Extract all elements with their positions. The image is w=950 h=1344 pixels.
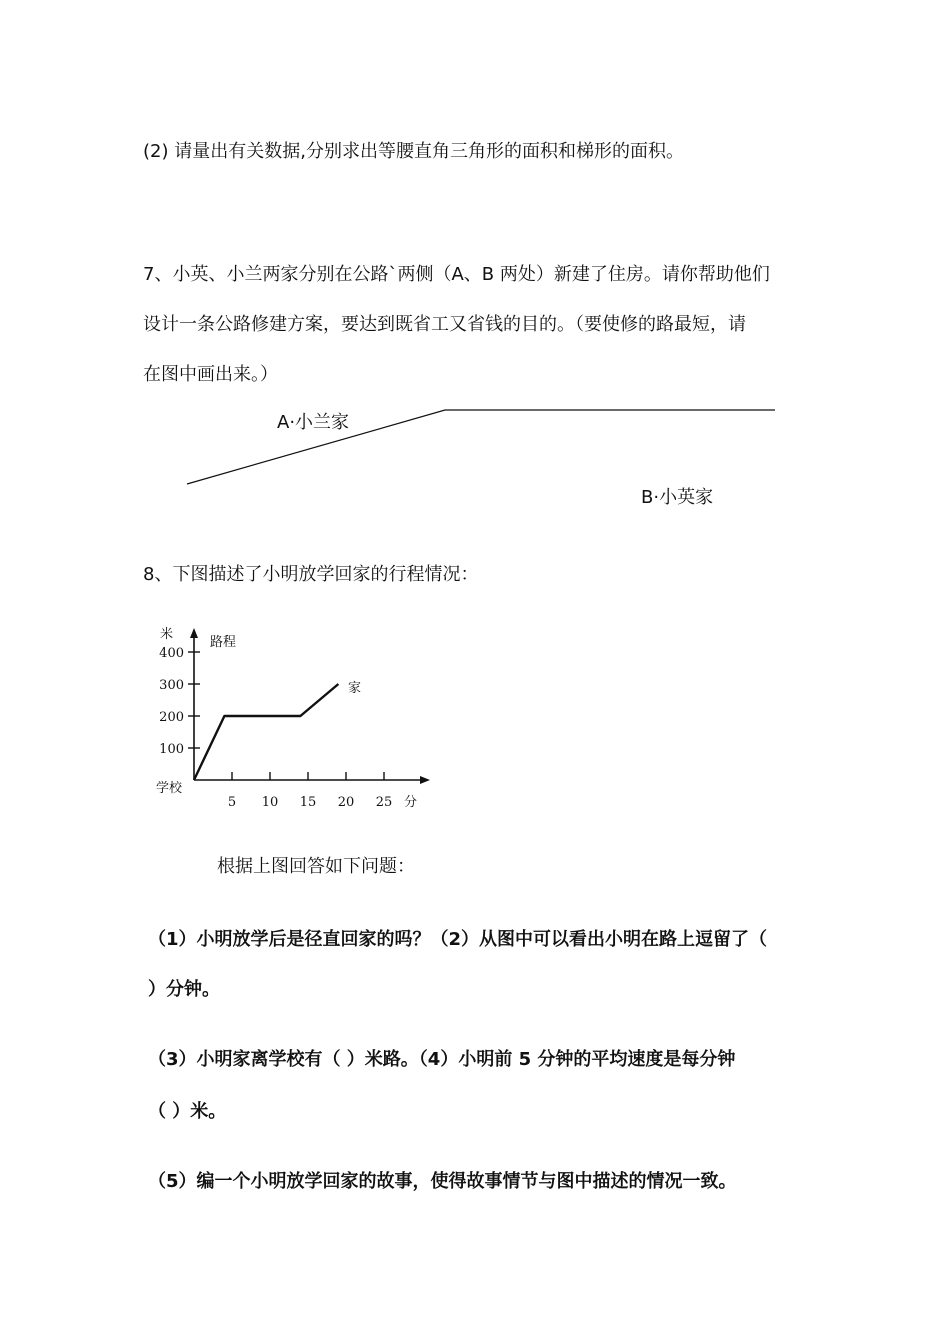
q8-question1-line2: ）分钟。 (148, 979, 220, 1000)
q7-line1: 7、小英、小兰两家分别在公路`两侧（A、B 两处）新建了住房。请你帮助他们 (143, 264, 770, 285)
road-line (187, 410, 775, 484)
q8-question5: （5）编一个小明放学回家的故事，使得故事情节与图中描述的情况一致。 (148, 1171, 737, 1192)
x-unit-label: 分 (404, 795, 418, 810)
y-tick-label: 400 (159, 646, 184, 661)
q7-line2: 设计一条公路修建方案，要达到既省工又省钱的目的。（要使修的路最短，请 (143, 314, 746, 335)
chart-axes (190, 628, 430, 784)
y-tick-label: 100 (159, 742, 184, 757)
travel-chart (150, 620, 430, 820)
x-tick-label: 15 (299, 795, 317, 810)
q8-intro: 8、下图描述了小明放学回家的行程情况： (143, 564, 479, 585)
x-tick-label: 5 (227, 795, 237, 810)
end-label: 家 (348, 681, 362, 696)
route-line (194, 684, 338, 780)
house-a-label: A·小兰家 (277, 412, 350, 433)
q8-question3-line1: （3）小明家离学校有（ ）米路。（4）小明前 5 分钟的平均速度是每分钟 (148, 1049, 736, 1070)
chart-series (194, 684, 338, 780)
q6-part2-text: (2) 请量出有关数据,分别求出等腰直角三角形的面积和梯形的面积。 (143, 141, 684, 162)
house-b-label: B·小英家 (641, 487, 714, 508)
q8-question1-line1: （1）小明放学后是径直回家的吗？（2）从图中可以看出小明在路上逗留了（ (148, 929, 768, 950)
x-axis-arrow (420, 776, 430, 784)
y-axis-arrow (190, 628, 198, 638)
y-tick-label: 300 (159, 678, 184, 693)
x-tick-label: 20 (337, 795, 355, 810)
road-diagram (0, 0, 950, 560)
x-tick-label: 25 (375, 795, 393, 810)
x-tick-label: 10 (261, 795, 279, 810)
y-tick-label: 200 (159, 710, 184, 725)
q8-prompt: 根据上图回答如下问题： (217, 856, 415, 877)
y-unit-label: 米 (160, 627, 174, 642)
q7-line3: 在图中画出来。） (143, 364, 278, 385)
q8-question3-line2: （ ）米。 (148, 1101, 227, 1122)
y-axis-label: 路程 (210, 635, 237, 650)
origin-label: 学校 (156, 781, 183, 796)
